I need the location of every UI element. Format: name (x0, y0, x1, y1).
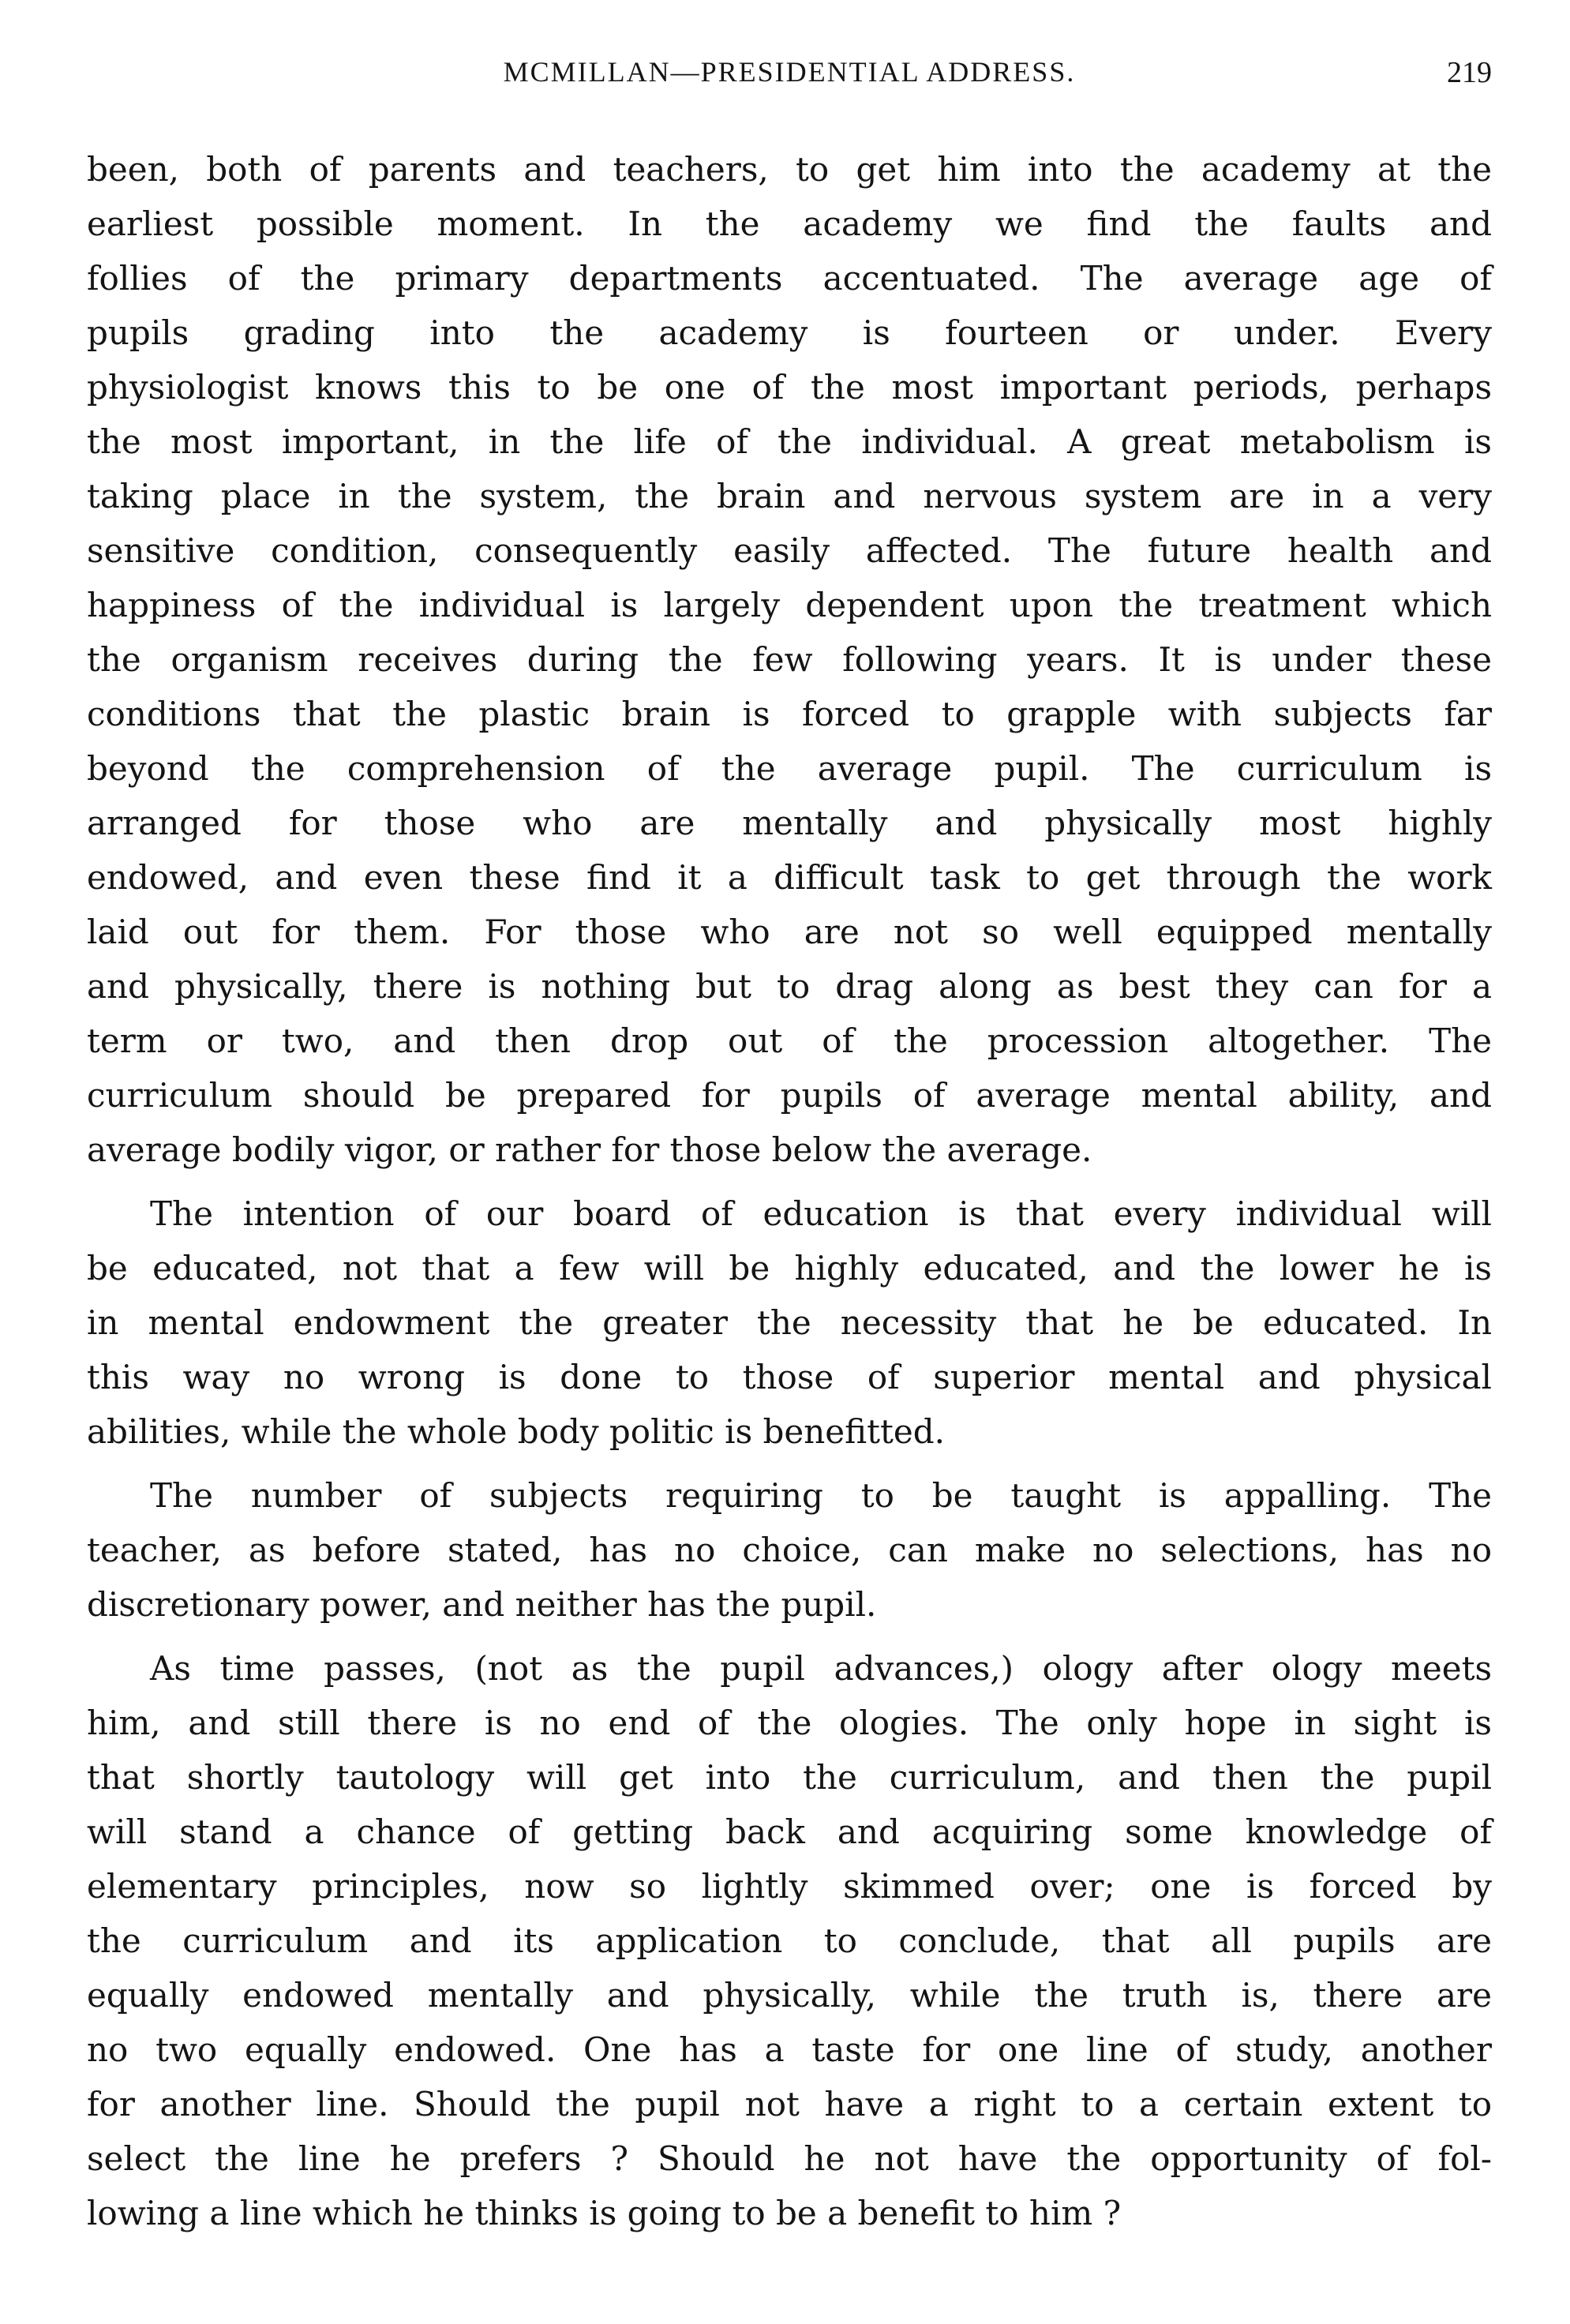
text-line: arranged for those who are mentally and physically most highly (87, 804, 1492, 842)
text-line: for another line. Should the pupil not have a right to a certain extent to (87, 2085, 1492, 2123)
text-line: conditions that the plastic brain is forced to grapple with subjects far (87, 695, 1492, 733)
text-line: follies of the primary departments accentuated. The average age of (87, 259, 1492, 298)
text-line: term or two, and then drop out of the procession altogether. The (87, 1021, 1492, 1060)
text-line: the organism receives during the few following years. It is under these (87, 640, 1492, 679)
text-line: earliest possible moment. In the academy we find the faults and (87, 204, 1492, 243)
text-line: lowing a line which he thinks is going to be a benefit to him ? (87, 2194, 1122, 2232)
text-line: the most important, in the life of the individual. A great metabolism is (87, 422, 1492, 461)
text-line: been, both of parents and teachers, to get him into the academy at the (87, 150, 1492, 189)
running-title: MCMILLAN—PRESIDENTIAL ADDRESS. (503, 56, 1076, 88)
text-line: physiologist knows this to be one of the most important periods, perhaps (87, 368, 1492, 407)
text-line: happiness of the individual is largely dependent upon the treatment which (87, 586, 1492, 624)
text-line: taking place in the system, the brain and nervous system are in a very (87, 477, 1492, 515)
text-line: laid out for them. For those who are not so well equipped mentally (87, 913, 1492, 951)
paragraph (87, 1641, 1492, 2240)
paragraph (87, 142, 1492, 1177)
text-line: pupils grading into the academy is fourteen or under. Every (87, 313, 1492, 352)
body-text (87, 142, 1492, 2240)
text-line: curriculum should be prepared for pupils of average mental ability, and (87, 1076, 1492, 1115)
text-line: him, and still there is no end of the ologies. The only hope in sight is (87, 1704, 1492, 1742)
text-line: endowed, and even these find it a difficult task to get through the work (87, 858, 1492, 897)
text-line: As time passes, (not as the pupil advances,) ology after ology meets (150, 1649, 1492, 1688)
text-line: The number of subjects requiring to be taught is appalling. The (150, 1476, 1492, 1515)
paragraph (87, 1468, 1492, 1632)
text-line: the curriculum and its application to conclude, that all pupils are (87, 1921, 1492, 1960)
text-line: no two equally endowed. One has a taste for one line of study, another (87, 2030, 1492, 2069)
text-line: average bodily vigor, or rather for those below the average. (87, 1130, 1092, 1169)
text-line: in mental endowment the greater the necessity that he be educated. In (87, 1303, 1492, 1342)
text-line: equally endowed mentally and physically, while the truth is, there are (87, 1976, 1492, 2015)
running-head (87, 55, 1492, 118)
text-line: be educated, not that a few will be highly educated, and the lower he is (87, 1249, 1492, 1288)
text-line: teacher, as before stated, has no choice, can make no selections, has no (87, 1531, 1492, 1569)
text-line: elementary principles, now so lightly skimmed over; one is forced by (87, 1867, 1492, 1906)
text-line: select the line he prefers ? Should he not have the opportunity of fol- (87, 2139, 1492, 2178)
text-line: this way no wrong is done to those of superior mental and physical (87, 1358, 1492, 1396)
text-line: that shortly tautology will get into the curriculum, and then the pupil (87, 1758, 1492, 1797)
text-line: beyond the comprehension of the average pupil. The curriculum is (87, 749, 1492, 788)
text-line: abilities, while the whole body politic is benefitted. (87, 1412, 945, 1451)
paragraph (87, 1186, 1492, 1459)
text-line: The intention of our board of education is that every individual will (150, 1194, 1492, 1233)
text-line: will stand a chance of getting back and acquiring some knowledge of (87, 1812, 1492, 1851)
book-page (87, 55, 1492, 2250)
text-line: and physically, there is nothing but to drag along as best they can for a (87, 967, 1492, 1006)
text-line: discretionary power, and neither has the pupil. (87, 1585, 877, 1624)
page-number: 219 (1447, 56, 1492, 89)
text-line: sensitive condition, consequently easily affected. The future health and (87, 531, 1492, 570)
